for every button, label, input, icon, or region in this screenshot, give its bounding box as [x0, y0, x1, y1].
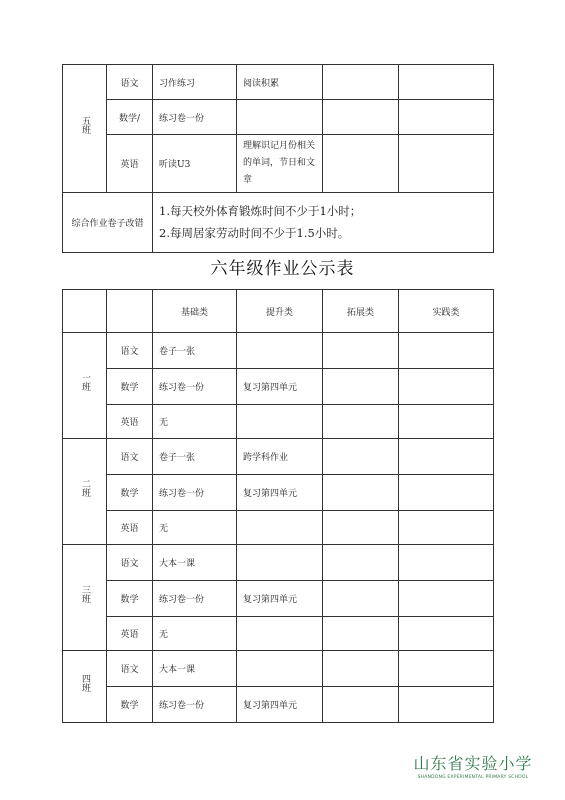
subject-cell: 英语 [107, 511, 153, 545]
practice-cell [399, 439, 494, 475]
practice-cell [399, 475, 494, 511]
advanced-cell: 理解识记月份相关的单词，节日和文章 [237, 135, 323, 193]
advanced-cell [237, 100, 323, 135]
header-cell: 基础类 [153, 290, 237, 333]
note-line: 1.每天校外体育锻炼时间不少于1小时； [159, 203, 362, 218]
subject-cell: 数学 [107, 687, 153, 723]
extension-cell [323, 100, 399, 135]
practice-cell [399, 100, 494, 135]
class-name-cell [63, 333, 107, 439]
basic-cell: 无 [153, 405, 237, 439]
advanced-cell: 复习第四单元 [237, 687, 323, 723]
advanced-cell [237, 405, 323, 439]
extension-cell [323, 475, 399, 511]
table-row [63, 135, 494, 193]
table-row [63, 511, 494, 545]
header-cell: 实践类 [399, 290, 494, 333]
class-name: 五班 [80, 115, 91, 134]
basic-cell: 练习卷一份 [153, 581, 237, 617]
advanced-cell [237, 511, 323, 545]
note-label-cell: 综合作业卷子改错 [63, 193, 153, 253]
school-logo-name: 山东省实验小学 [413, 754, 533, 773]
class-name: 四班 [80, 673, 91, 692]
practice-cell [399, 333, 494, 369]
advanced-cell: 阅读积累 [237, 65, 323, 100]
header-cell: 提升类 [237, 290, 323, 333]
advanced-cell: 复习第四单元 [237, 369, 323, 405]
subject-cell: 英语 [107, 405, 153, 439]
header-cell: 拓展类 [323, 290, 399, 333]
basic-cell: 练习卷一份 [153, 369, 237, 405]
basic-cell: 练习卷一份 [153, 100, 237, 135]
table-row [63, 333, 494, 369]
table-row [63, 65, 494, 100]
extension-cell [323, 581, 399, 617]
table-row [63, 687, 494, 723]
table-row [63, 475, 494, 511]
class-name-cell [63, 545, 107, 651]
advanced-cell [237, 545, 323, 581]
school-logo [403, 751, 543, 780]
practice-cell [399, 369, 494, 405]
header-cell [63, 290, 107, 333]
basic-cell: 卷子一张 [153, 439, 237, 475]
subject-cell: 语文 [107, 333, 153, 369]
extension-cell [323, 135, 399, 193]
subject-cell: 数学 [107, 369, 153, 405]
practice-cell [399, 511, 494, 545]
advanced-cell [237, 651, 323, 687]
advanced-cell: 复习第四单元 [237, 581, 323, 617]
table-row [63, 545, 494, 581]
table-row [63, 581, 494, 617]
basic-cell: 听读U3 [153, 135, 237, 193]
page-title: 六年级作业公示表 [210, 259, 355, 279]
subject-cell: 英语 [107, 617, 153, 651]
advanced-cell [237, 617, 323, 651]
table-row [63, 651, 494, 687]
subject-cell: 数学 [107, 581, 153, 617]
basic-cell: 无 [153, 617, 237, 651]
subject-cell: 数学/ [107, 100, 153, 135]
table-row [63, 193, 494, 253]
extension-cell [323, 65, 399, 100]
table-row [63, 369, 494, 405]
extension-cell [323, 617, 399, 651]
class-name: 二班 [80, 478, 91, 497]
practice-cell [399, 545, 494, 581]
advanced-cell [237, 333, 323, 369]
practice-cell [399, 617, 494, 651]
extension-cell [323, 687, 399, 723]
basic-cell: 卷子一张 [153, 333, 237, 369]
extension-cell [323, 651, 399, 687]
class-name-cell [63, 651, 107, 723]
class-name-cell [63, 439, 107, 545]
table-row [63, 439, 494, 475]
advanced-cell: 复习第四单元 [237, 475, 323, 511]
extension-cell [323, 369, 399, 405]
school-logo-english: SHANDONG EXPERIMENTAL PRIMARY SCHOOL [417, 775, 529, 780]
note-line: 2.每周居家劳动时间不少于1.5小时。 [159, 225, 350, 240]
practice-cell [399, 687, 494, 723]
practice-cell [399, 405, 494, 439]
note-cell [153, 193, 494, 253]
class-name: 一班 [80, 372, 91, 391]
table-row [63, 405, 494, 439]
grade5-homework-table [62, 64, 494, 253]
header-cell [107, 290, 153, 333]
basic-cell: 练习卷一份 [153, 687, 237, 723]
basic-cell: 大本一课 [153, 545, 237, 581]
basic-cell: 习作练习 [153, 65, 237, 100]
subject-cell: 语文 [107, 651, 153, 687]
grade6-homework-table [62, 289, 494, 723]
subject-cell: 语文 [107, 65, 153, 100]
basic-cell: 练习卷一份 [153, 475, 237, 511]
class-name: 三班 [80, 584, 91, 603]
advanced-cell: 跨学科作业 [237, 439, 323, 475]
class-name-cell [63, 65, 107, 193]
table-header-row [63, 290, 494, 333]
extension-cell [323, 545, 399, 581]
practice-cell [399, 65, 494, 100]
basic-cell: 无 [153, 511, 237, 545]
subject-cell: 英语 [107, 135, 153, 193]
subject-cell: 数学 [107, 475, 153, 511]
subject-cell: 语文 [107, 545, 153, 581]
table-row [63, 617, 494, 651]
extension-cell [323, 333, 399, 369]
extension-cell [323, 439, 399, 475]
practice-cell [399, 651, 494, 687]
practice-cell [399, 135, 494, 193]
table-row [63, 100, 494, 135]
practice-cell [399, 581, 494, 617]
extension-cell [323, 511, 399, 545]
basic-cell: 大本一课 [153, 651, 237, 687]
extension-cell [323, 405, 399, 439]
subject-cell: 语文 [107, 439, 153, 475]
